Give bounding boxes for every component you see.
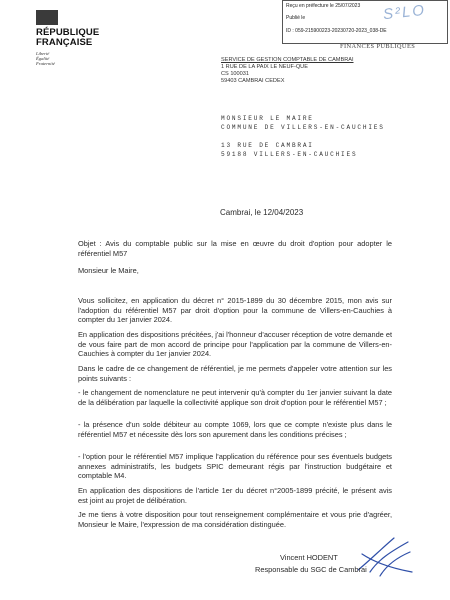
stamp-published: Publié le <box>286 15 306 21</box>
sender-line-2: 1 RUE DE LA PAIX LE NEUF-QUE <box>221 64 308 70</box>
signatory-title: Responsable du SGC de Cambrai <box>255 565 367 574</box>
paragraph-6: - l'option pour le référentiel M57 implique l'application du référence pour ses éventuels budgets annexes administratifs, les budgets SPIC demeurant régis par l'instruction budgétaire et comptable M4. <box>78 452 392 481</box>
recipient-line-2: COMMUNE DE VILLERS-EN-CAUCHIES <box>221 124 385 131</box>
recipient-line-3: 13 RUE DE CAMBRAI <box>221 142 314 149</box>
sender-line-1: SERVICE DE GESTION COMPTABLE DE CAMBRAI <box>221 57 354 63</box>
paragraph-8: Je me tiens à votre disposition pour tout renseignement complémentaire et vous prie d'agréer, Monsieur le Maire, l'expression de ma considération distinguée. <box>78 510 392 529</box>
sender-line-3: CS 100031 <box>221 71 249 77</box>
sender-line-4: 59403 CAMBRAI CEDEX <box>221 78 285 84</box>
logo-line-1: RÉPUBLIQUE <box>36 27 100 38</box>
letter-date: Cambrai, le 12/04/2023 <box>220 208 304 217</box>
motto-3: Fraternité <box>36 61 55 66</box>
letter-object: Objet : Avis du comptable public sur la mise en œuvre du droit d'option pour adopter le référentiel M57 <box>78 239 392 258</box>
slo-stamp-logo: S²LO <box>382 1 427 24</box>
paragraph-3: Dans le cadre de ce changement de référentiel, je me permets d'appeler votre attention sur les points suivants : <box>78 364 392 383</box>
recipient-line-4: 59188 VILLERS-EN-CAUCHIES <box>221 151 358 158</box>
stamp-received: Reçu en préfecture le 25/07/2023 <box>286 3 361 9</box>
motto-2: Égalité <box>36 56 50 61</box>
paragraph-1: Vous sollicitez, en application du décret n° 2015-1899 du 30 décembre 2015, mon avis sur l'adoption du référentiel M57 par droit d'option pour la commune de Villers-en-Cauchies à compter du 1er janvier 2024. <box>78 296 392 325</box>
finances-publiques-label: FINANCES PUBLIQUES <box>340 43 416 50</box>
motto-1: Liberté <box>36 51 50 56</box>
stamp-id: ID : 059-215900223-20230720-2023_038-DE <box>286 28 387 34</box>
paragraph-7: En application des dispositions de l'article 1er du décret n°2005-1899 précité, le présent avis est joint au projet de délibération. <box>78 486 392 505</box>
paragraph-4: - le changement de nomenclature ne peut intervenir qu'à compter du 1er janvier suivant la date de la délibération par laquelle la collectivité applique son droit d'option pour le référentiel M57 ; <box>78 388 392 407</box>
prefecture-stamp <box>282 0 448 44</box>
recipient-line-1: MONSIEUR LE MAIRE <box>221 115 314 122</box>
handwritten-signature <box>350 532 420 582</box>
signatory-name: Vincent HODENT <box>280 553 338 562</box>
paragraph-5: - la présence d'un solde débiteur au compte 1069, lors que ce compte n'existe plus dans le référentiel M57 et nécessite dès lors son apurement dans les conditions précises ; <box>78 420 392 439</box>
salutation: Monsieur le Maire, <box>78 266 139 275</box>
marianne-logo <box>36 10 58 25</box>
paragraph-2: En application des dispositions précitées, j'ai l'honneur d'accuser réception de votre demande et de vous faire part de mon accord de principe pour l'application par la commune de Villers-en-Cauchies à compter du 1er janvier 2024. <box>78 330 393 359</box>
logo-line-2: FRANÇAISE <box>36 37 93 48</box>
